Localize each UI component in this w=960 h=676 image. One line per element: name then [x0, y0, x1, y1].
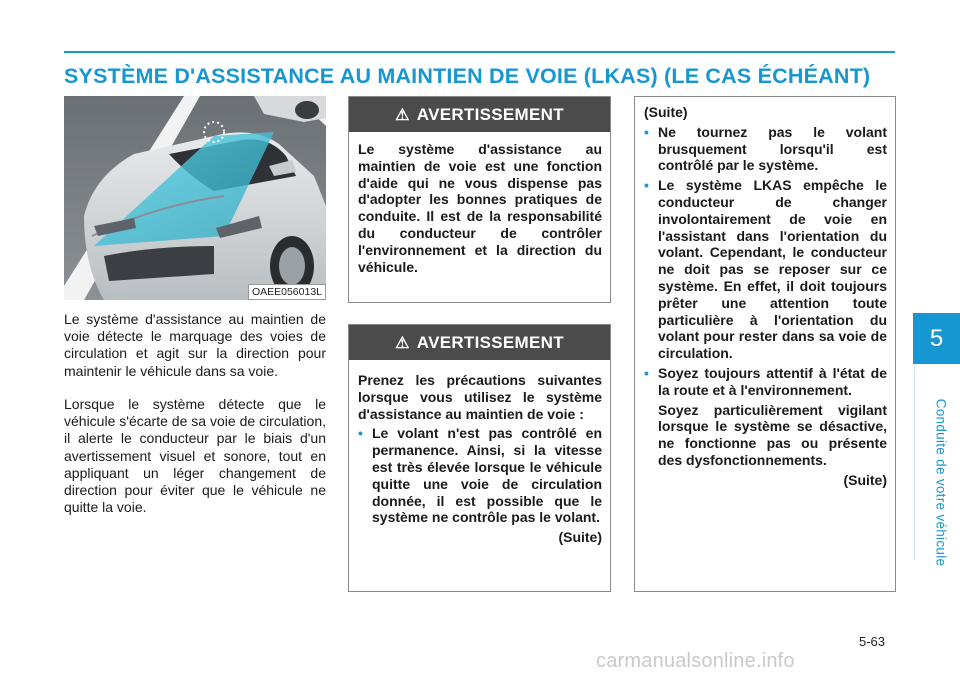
warning-box-1 — [348, 96, 611, 303]
warning-header-1 — [349, 97, 610, 132]
continued-label: (Suite) — [558, 529, 602, 546]
list-item — [644, 177, 887, 362]
bullet-icon: • — [644, 177, 649, 194]
warning-triangle-icon: ⚠ — [395, 106, 410, 124]
warning-text-1: Le système d'assistance au maintien de voie est une fonction d'aide qui ne vous dispense pas d'adopter les bonnes pratiques de conduite. Il est de la responsabilité du conducteur de contrôler l'environnement et la direction du véhicule. — [358, 141, 602, 275]
list-item — [358, 425, 602, 526]
warning-box-2 — [348, 324, 611, 592]
body-paragraph-2: Lorsque le système détecte que le véhicule s'écarte de sa voie de circulation, il alerte le conducteur par le biais d'un avertissement visuel et sonore, tout en appliquant un léger changement de direction pour éviter que le véhicule ne quitte la voie. — [64, 396, 326, 516]
chapter-number: 5 — [913, 313, 960, 364]
bullet-text: Le volant n'est pas contrôlé en permanence. Ainsi, si la vitesse est très élevée lorsque le véhicule quitte une voie de circulation donnée, il est possible que le système ne contrôle pas le volant. — [372, 425, 602, 526]
list-item — [644, 124, 887, 174]
continued-header: (Suite) — [644, 104, 688, 120]
warning-heading-1: AVERTISSEMENT — [416, 104, 564, 124]
chapter-label-text: Conduite de votre véhicule — [933, 398, 949, 566]
bullet-text: Ne tournez pas le volant brusquement lorsqu'il est contrôlé par le système. — [658, 123, 887, 174]
bullet-icon: • — [358, 425, 363, 442]
watermark: carmanualsonline.info — [596, 650, 795, 672]
car-illustration — [64, 96, 326, 300]
body-paragraph-1: Le système d'assistance au maintien de voie détecte le marquage des voies de circulation et agit sur la direction pour maintenir le véhicule dans sa voie. — [64, 311, 326, 379]
bullet-icon: • — [644, 364, 649, 381]
warning-triangle-icon: ⚠ — [395, 334, 410, 352]
warning-intro-2: Prenez les précautions suivantes lorsque vous utilisez le système d'assistance au maintien de voie : — [358, 372, 602, 422]
bullet-text: Soyez toujours attentif à l'état de la route et à l'environnement. — [658, 364, 887, 398]
warning-header-2 — [349, 325, 610, 360]
warning-box-3 — [634, 96, 896, 592]
section-title: SYSTÈME D'ASSISTANCE AU MAINTIEN DE VOIE (LKAS) (LE CAS ÉCHÉANT) — [64, 64, 871, 88]
top-rule — [64, 51, 895, 53]
chapter-side-line — [914, 364, 915, 560]
list-item — [644, 365, 887, 399]
page-number: 5-63 — [859, 634, 886, 649]
warning-heading-2: AVERTISSEMENT — [416, 332, 564, 352]
continued-label: (Suite) — [843, 471, 887, 488]
figure-code: OAEE056013L — [248, 284, 326, 300]
warning-extra-text: Soyez particulièrement vigilant lorsque le système se désactive, ne fonctionne pas ou présente des dysfonctionnements. — [658, 401, 887, 468]
bullet-text: Le système LKAS empêche le conducteur de changer involontairement de voie en l'assistant dans l'orientation du volant. Cependant, le conducteur ne doit pas se reposer sur ce système. En effet, il doit toujours prêter une attention toute particulière à l'orientation du volant pour rester dans sa voie de circulation. — [658, 177, 887, 362]
car-drawing — [64, 96, 326, 300]
bullet-icon: • — [644, 123, 649, 140]
chapter-label — [931, 356, 951, 566]
